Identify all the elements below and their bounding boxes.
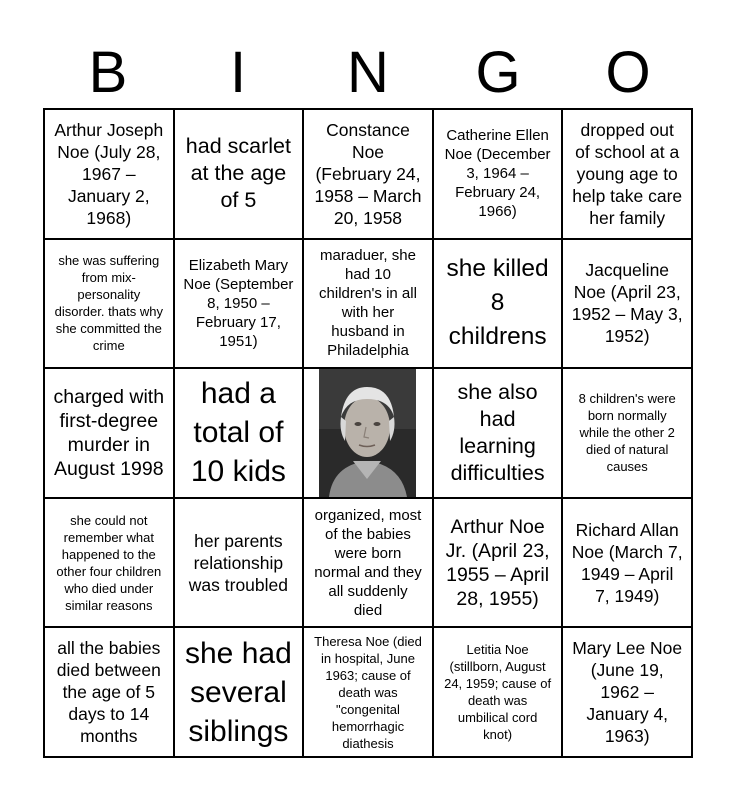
cell-text: Catherine Ellen Noe (December 3, 1964 – February 24, 1966) (444, 127, 551, 221)
cell-text: Elizabeth Mary Noe (September 8, 1950 – February 17, 1951) (183, 256, 294, 350)
bingo-cell[interactable] (175, 240, 305, 370)
cell-text: she had several siblings (185, 636, 292, 748)
cell-text: she was suffering from mix-personality disorder. thats why she committed the crime (54, 253, 163, 354)
bingo-cell[interactable] (304, 628, 434, 758)
header-letter-i: I (229, 40, 247, 105)
bingo-cell[interactable] (304, 110, 434, 240)
cell-text: maraduer, she had 10 children's in all with her husband in Philadelphia (319, 247, 417, 360)
bingo-cell[interactable] (434, 240, 564, 370)
header-letter-b: B (88, 40, 128, 105)
free-space-cell[interactable] (304, 369, 434, 499)
bingo-cell[interactable] (45, 499, 175, 629)
bingo-cell[interactable] (434, 110, 564, 240)
bingo-cell[interactable] (304, 240, 434, 370)
cell-text: her parents relationship was troubled (188, 530, 288, 595)
bingo-cell[interactable] (563, 499, 693, 629)
bingo-cell[interactable] (175, 369, 305, 499)
bingo-cell[interactable] (304, 499, 434, 629)
bingo-cell[interactable] (45, 369, 175, 499)
bingo-cell[interactable] (434, 628, 564, 758)
mugshot-photo (319, 369, 416, 497)
bingo-cell[interactable] (563, 369, 693, 499)
cell-text: Letitia Noe (stillborn, August 24, 1959; cause of death was umbilical cord knot) (444, 642, 552, 743)
header-letter-g: G (475, 40, 521, 105)
bingo-cell[interactable] (175, 499, 305, 629)
cell-text: organized, most of the babies were born normal and they all suddenly died (314, 506, 422, 619)
cell-text: had a total of 10 kids (190, 377, 286, 489)
cell-text: 8 children's were born normally while the other 2 died of natural causes (578, 391, 676, 475)
bingo-cell[interactable] (563, 628, 693, 758)
cell-text: all the babies died between the age of 5 days to 14 months (56, 638, 161, 747)
header-letter-n: N (347, 40, 389, 105)
bingo-cell[interactable] (45, 110, 175, 240)
bingo-cell[interactable] (45, 240, 175, 370)
cell-text: charged with first-degree murder in August 1998 (53, 385, 165, 480)
cell-text: she also had learning difficulties (450, 379, 545, 485)
bingo-cell[interactable] (434, 369, 564, 499)
cell-text: she killed 8 childrens (446, 255, 549, 351)
bingo-cell[interactable] (175, 628, 305, 758)
bingo-cell[interactable] (175, 110, 305, 240)
bingo-cell[interactable] (434, 499, 564, 629)
cell-text: Constance Noe (February 24, 1958 – March 20, 1958 (314, 119, 422, 228)
cell-text: Theresa Noe (died in hospital, June 1963; cause of death was "congenital hemorrhagic diathesis (314, 633, 422, 751)
header-letter-o: O (605, 40, 651, 105)
cell-text: she could not remember what happened to the other four children who died under similar reasons (56, 512, 162, 613)
cell-text: Jacqueline Noe (April 23, 1952 – May 3, 1952) (571, 260, 683, 347)
cell-text: Mary Lee Noe (June 19, 1962 – January 4, 1963) (572, 638, 683, 747)
bingo-header (43, 38, 693, 108)
bingo-board (43, 108, 693, 758)
cell-text: Richard Allan Noe (March 7, 1949 – April 7, 1949) (571, 519, 683, 606)
bingo-cell[interactable] (45, 628, 175, 758)
cell-text: dropped out of school at a young age to help take care her family (572, 119, 683, 228)
bingo-cell[interactable] (563, 240, 693, 370)
portrait-image (319, 369, 416, 497)
cell-text: had scarlet at the age of 5 (185, 134, 291, 213)
cell-text: Arthur Noe Jr. (April 23, 1955 – April 28, 1955) (445, 515, 550, 610)
cell-text: Arthur Joseph Noe (July 28, 1967 – January 2, 1968) (54, 119, 164, 228)
bingo-cell[interactable] (563, 110, 693, 240)
